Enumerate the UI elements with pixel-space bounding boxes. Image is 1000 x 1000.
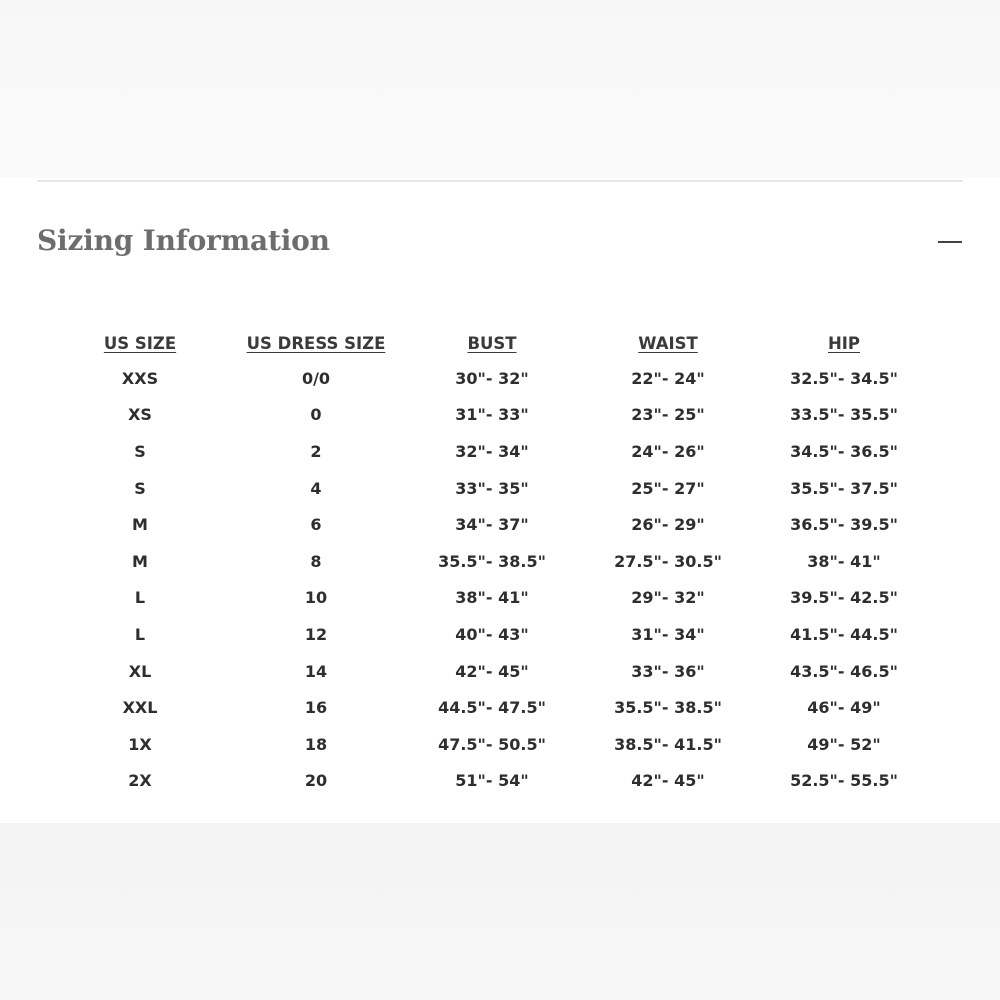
cell-us-dress-size: 10 bbox=[304, 588, 328, 608]
table-row bbox=[52, 433, 932, 470]
header-us-size: US SIZE bbox=[103, 333, 177, 353]
table-row bbox=[52, 470, 932, 507]
cell-waist: 35.5"- 38.5" bbox=[614, 698, 722, 718]
cell-bust: 47.5"- 50.5" bbox=[438, 734, 546, 754]
cell-bust: 42"- 45" bbox=[455, 661, 529, 681]
table-row bbox=[52, 543, 932, 580]
top-background bbox=[0, 0, 1000, 178]
bottom-background bbox=[0, 823, 1000, 1000]
cell-us-size: S bbox=[134, 478, 146, 498]
cell-bust: 35.5"- 38.5" bbox=[438, 551, 546, 571]
section-title: Sizing Information bbox=[37, 224, 330, 257]
collapse-toggle-button[interactable] bbox=[930, 228, 970, 258]
cell-us-dress-size: 12 bbox=[304, 624, 328, 644]
cell-us-dress-size: 20 bbox=[304, 771, 328, 791]
cell-hip: 38"- 41" bbox=[807, 551, 881, 571]
header-waist: WAIST bbox=[638, 333, 698, 353]
cell-hip: 52.5"- 55.5" bbox=[790, 771, 898, 791]
table-row bbox=[52, 580, 932, 617]
cell-us-size: 2X bbox=[128, 771, 152, 791]
cell-waist: 38.5"- 41.5" bbox=[614, 734, 722, 754]
cell-us-dress-size: 0 bbox=[310, 405, 322, 425]
cell-bust: 34"- 37" bbox=[455, 515, 529, 535]
cell-bust: 30"- 32" bbox=[455, 368, 529, 388]
cell-waist: 24"- 26" bbox=[631, 441, 705, 461]
cell-us-size: M bbox=[132, 515, 148, 535]
header-us-dress-size: US DRESS SIZE bbox=[246, 333, 386, 353]
cell-hip: 41.5"- 44.5" bbox=[790, 624, 898, 644]
cell-bust: 51"- 54" bbox=[455, 771, 529, 791]
cell-waist: 33"- 36" bbox=[631, 661, 705, 681]
cell-hip: 34.5"- 36.5" bbox=[790, 441, 898, 461]
cell-hip: 33.5"- 35.5" bbox=[790, 405, 898, 425]
cell-us-dress-size: 6 bbox=[310, 515, 322, 535]
cell-us-dress-size: 18 bbox=[304, 734, 328, 754]
cell-waist: 26"- 29" bbox=[631, 515, 705, 535]
cell-us-size: 1X bbox=[128, 734, 152, 754]
cell-waist: 22"- 24" bbox=[631, 368, 705, 388]
cell-bust: 44.5"- 47.5" bbox=[438, 698, 546, 718]
cell-us-dress-size: 4 bbox=[310, 478, 322, 498]
cell-us-size: XXS bbox=[121, 368, 159, 388]
table-row bbox=[52, 689, 932, 726]
table-row bbox=[52, 653, 932, 690]
cell-hip: 35.5"- 37.5" bbox=[790, 478, 898, 498]
header-bust: BUST bbox=[467, 333, 517, 353]
cell-waist: 23"- 25" bbox=[631, 405, 705, 425]
cell-us-size: XL bbox=[128, 661, 152, 681]
cell-waist: 25"- 27" bbox=[631, 478, 705, 498]
table-row bbox=[52, 616, 932, 653]
sizing-table bbox=[52, 326, 932, 799]
table-header-row bbox=[52, 326, 932, 360]
cell-waist: 31"- 34" bbox=[631, 624, 705, 644]
table-row bbox=[52, 763, 932, 800]
header-hip: HIP bbox=[827, 333, 861, 353]
cell-waist: 27.5"- 30.5" bbox=[614, 551, 722, 571]
cell-bust: 31"- 33" bbox=[455, 405, 529, 425]
table-row bbox=[52, 726, 932, 763]
cell-hip: 36.5"- 39.5" bbox=[790, 515, 898, 535]
cell-hip: 39.5"- 42.5" bbox=[790, 588, 898, 608]
cell-hip: 49"- 52" bbox=[807, 734, 881, 754]
cell-bust: 40"- 43" bbox=[455, 624, 529, 644]
table-row bbox=[52, 397, 932, 434]
cell-waist: 42"- 45" bbox=[631, 771, 705, 791]
cell-us-size: S bbox=[134, 441, 146, 461]
cell-bust: 32"- 34" bbox=[455, 441, 529, 461]
table-row bbox=[52, 360, 932, 397]
cell-hip: 32.5"- 34.5" bbox=[790, 368, 898, 388]
section-divider bbox=[37, 180, 963, 182]
cell-bust: 38"- 41" bbox=[455, 588, 529, 608]
cell-waist: 29"- 32" bbox=[631, 588, 705, 608]
cell-us-dress-size: 8 bbox=[310, 551, 322, 571]
cell-us-dress-size: 16 bbox=[304, 698, 328, 718]
minus-icon bbox=[938, 241, 962, 243]
cell-us-dress-size: 0/0 bbox=[301, 368, 331, 388]
cell-us-size: XXL bbox=[122, 698, 158, 718]
cell-us-dress-size: 14 bbox=[304, 661, 328, 681]
cell-us-size: M bbox=[132, 551, 148, 571]
table-row bbox=[52, 506, 932, 543]
cell-us-size: L bbox=[134, 588, 146, 608]
cell-us-size: XS bbox=[128, 405, 152, 425]
cell-us-size: L bbox=[134, 624, 146, 644]
cell-bust: 33"- 35" bbox=[455, 478, 529, 498]
cell-hip: 43.5"- 46.5" bbox=[790, 661, 898, 681]
cell-us-dress-size: 2 bbox=[310, 441, 322, 461]
cell-hip: 46"- 49" bbox=[807, 698, 881, 718]
